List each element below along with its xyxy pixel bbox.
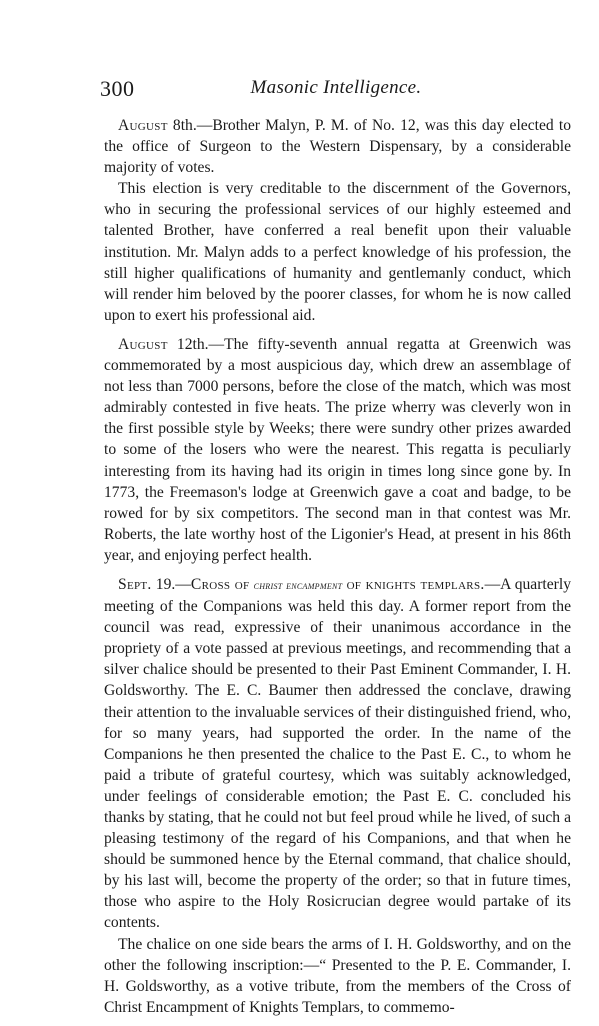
date-lead: August [118,335,168,353]
date-lead: Sept. [118,575,152,593]
paragraph-election-commentary [104,178,571,326]
paragraph-chalice-inscription [104,934,571,1018]
running-title: Masonic Intelligence. [250,77,422,98]
article-body [104,115,571,1026]
page-number: 300 [100,76,135,101]
running-header [100,76,572,102]
paragraph-malyn-election [104,115,571,178]
date-suffix: 19.— [151,575,191,593]
encampment-heading-part: Cross of [190,575,250,593]
paragraph-text: 8th.—Brother Malyn, P. M. of No. 12, was this day elected to the office of Surgeon to the Western Dispensary, by a considerable majority of votes. [104,117,571,177]
paragraph-greenwich-regatta [104,334,571,566]
encampment-heading-part: christ encampment [253,577,343,592]
date-lead: August [118,117,168,134]
encampment-heading-part: of knights templars. [346,575,485,593]
paragraph-cross-of-christ-encampment [104,574,571,934]
paragraph-text: —A quarterly meeting of the Companions was held this day. A former report from the council was read, expressive of their unanimous accordance in the propriety of a vote passed at previous meetings, and recommending that a silver chalice should be presented to their Past Eminent Commander, I. H. Goldsworthy. The E. C. Baumer then addressed the conclave, drawing their attention to the invaluable services of their distinguished friend, who, for so many years, had supported the order. In the name of the Companions he then presented the chalice to the Past E. C., to whom he paid a tribute of grateful courtesy, which was suitably acknowledged, under feelings of considerable emotion; the Past E. C. concluded his thanks by stating, that he could not but feel proud while he lived, of such a pleasing testimony of the regard of his Companions, and that when he should be summoned hence by the Eternal command, that chalice should, by his last will, become the property of the order; so that in future times, those who aspire to the Holy Rosicrucian degree would partake of its contents. [104,575,571,932]
paragraph-text: The chalice on one side bears the arms of I. H. Goldsworthy, and on the other the following inscription:—“ Presented to the P. E. Commander, I. H. Goldsworthy, as a votive tribute, from the members of the Cross of Christ Encampment of Knights Templars, to commemo- [104,935,571,1016]
paragraph-text: 12th.—The fifty-seventh annual regatta at Greenwich was commemorated by a most auspicious day, which drew an assemblage of not less than 7000 persons, before the close of the match, which was most admirably contested in five heats. The prize wherry was cleverly won in the first possible style by Weeks; there were sundry other prizes awarded to some of the losers who were the nearest. This regatta is peculiarly interesting from its having had its origin in times long since gone by. In 1773, the Freemason's lodge at Greenwich gave a coat and badge, to be rowed for by six competitors. The second man in that contest was Mr. Roberts, the late worthy host of the Ligonier's Head, at present in his 86th year, and enjoying perfect health. [104,335,571,564]
paragraph-text: This election is very creditable to the discernment of the Governors, who in securing the professional services of our highly esteemed and talented Brother, have conferred a real benefit upon their valuable institution. Mr. Malyn adds to a perfect knowledge of his profession, the still higher qualifications of humanity and gentlemanly conduct, which will render him beloved by the poorer classes, for whom he is now called upon to exert his professional aid. [104,180,571,324]
